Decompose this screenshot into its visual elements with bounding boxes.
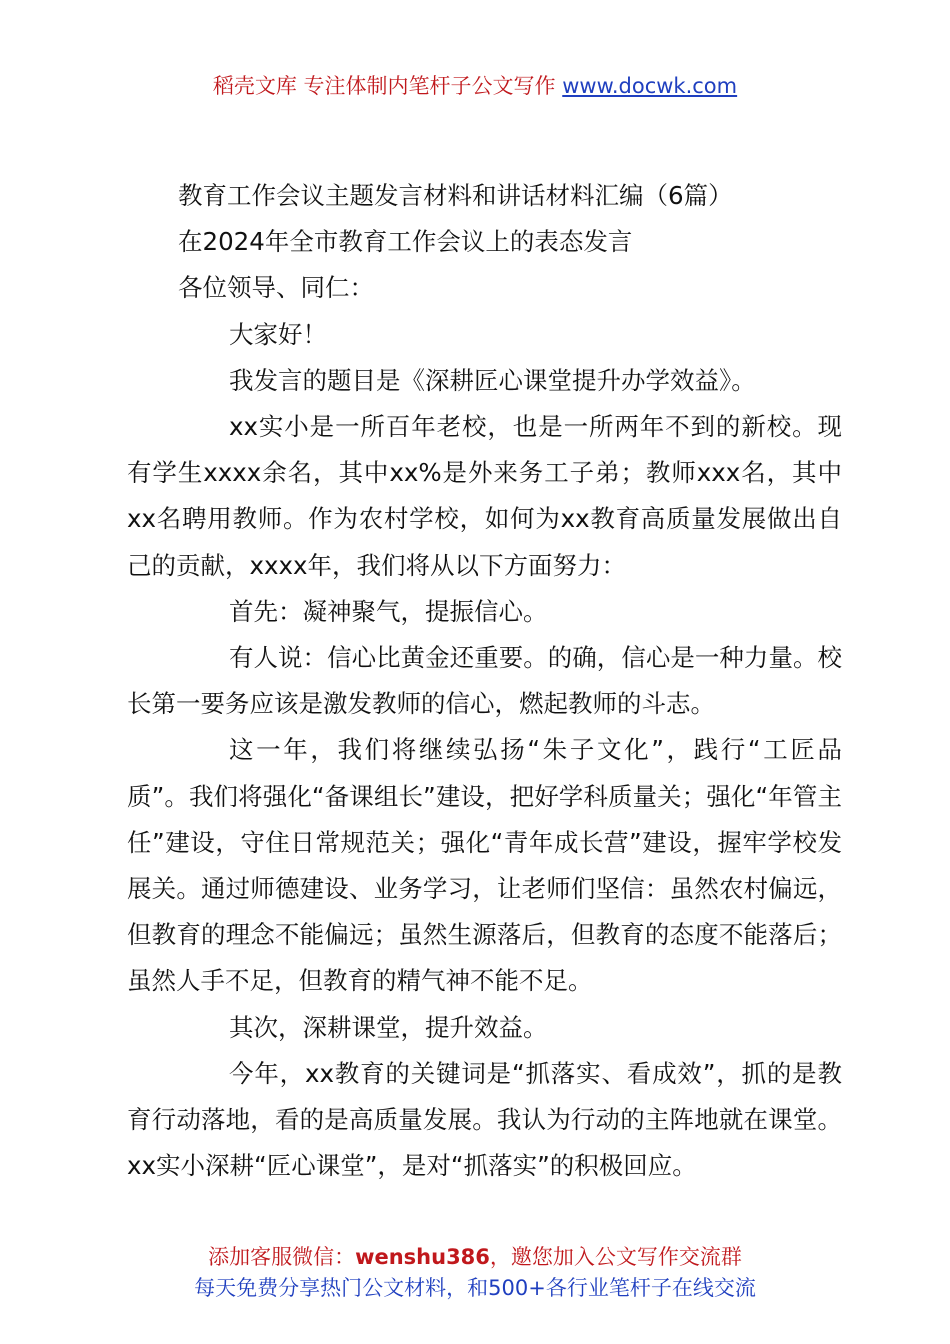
header-brand: 稻壳文库 专注体制内笔杆子公文写作 (212, 74, 556, 98)
paragraph-keywords: 今年，xx教育的关键词是“抓落实、看成效”，抓的是教育行动落地，看的是高质量发展。我认为行动的主阵地就在课堂。xx实小深耕“匠心课堂”，是对“抓落实”的积极回应。 (127, 1058, 842, 1181)
paragraph-second-point: 其次，深耕课堂，提升效益。 (229, 1012, 548, 1042)
document-body (127, 173, 842, 1189)
paragraph-greeting: 大家好！ (229, 319, 327, 349)
paragraph-school-intro: xx实小是一所百年老校，也是一所两年不到的新校。现有学生xxxx余名，其中xx%是外来务工子弟；教师xxx名，其中xx名聘用教师。作为农村学校，如何为xx教育高质量发展做出自己的贡献，xxxx年，我们将从以下方面努力： (127, 412, 842, 580)
footer-wechat-line (0, 1241, 950, 1271)
page-header (0, 70, 950, 100)
footer-wechat-prefix: 添加客服微信： (208, 1245, 356, 1269)
paragraph-topic: 我发言的题目是《深耕匠心课堂提升办学效益》。 (229, 365, 756, 395)
paragraph-confidence: 有人说：信心比黄金还重要。的确，信心是一种力量。校长第一要务应该是激发教师的信心，燃起教师的斗志。 (127, 643, 842, 719)
document-title: 教育工作会议主题发言材料和讲话材料汇编（6篇） (178, 181, 733, 210)
paragraph-this-year: 这一年，我们将继续弘扬“朱子文化”，践行“工匠品质”。我们将强化“备课组长”建设，把好学科质量关；强化“年管主任”建设，守住日常规范关；强化“青年成长营”建设，握牢学校发展关。通过师德建设、业务学习，让老师们坚信：虽然农村偏远，但教育的理念不能偏远；虽然生源落后，但教育的态度不能落后；虽然人手不足，但教育的精气神不能不足。 (127, 735, 842, 996)
footer-wechat-id: wenshu386 (355, 1245, 490, 1269)
document-subtitle: 在2024年全市教育工作会议上的表态发言 (178, 227, 633, 257)
footer-wechat-suffix: ，邀您加入公文写作交流群 (489, 1245, 742, 1269)
footer-share-line: 每天免费分享热门公文材料，和500+各行业笔杆子在线交流 (194, 1276, 756, 1300)
header-url-link[interactable]: www.docwk.com (562, 74, 738, 98)
salutation: 各位领导、同仁： (178, 273, 374, 303)
paragraph-first-point: 首先：凝神聚气，提振信心。 (229, 596, 548, 626)
